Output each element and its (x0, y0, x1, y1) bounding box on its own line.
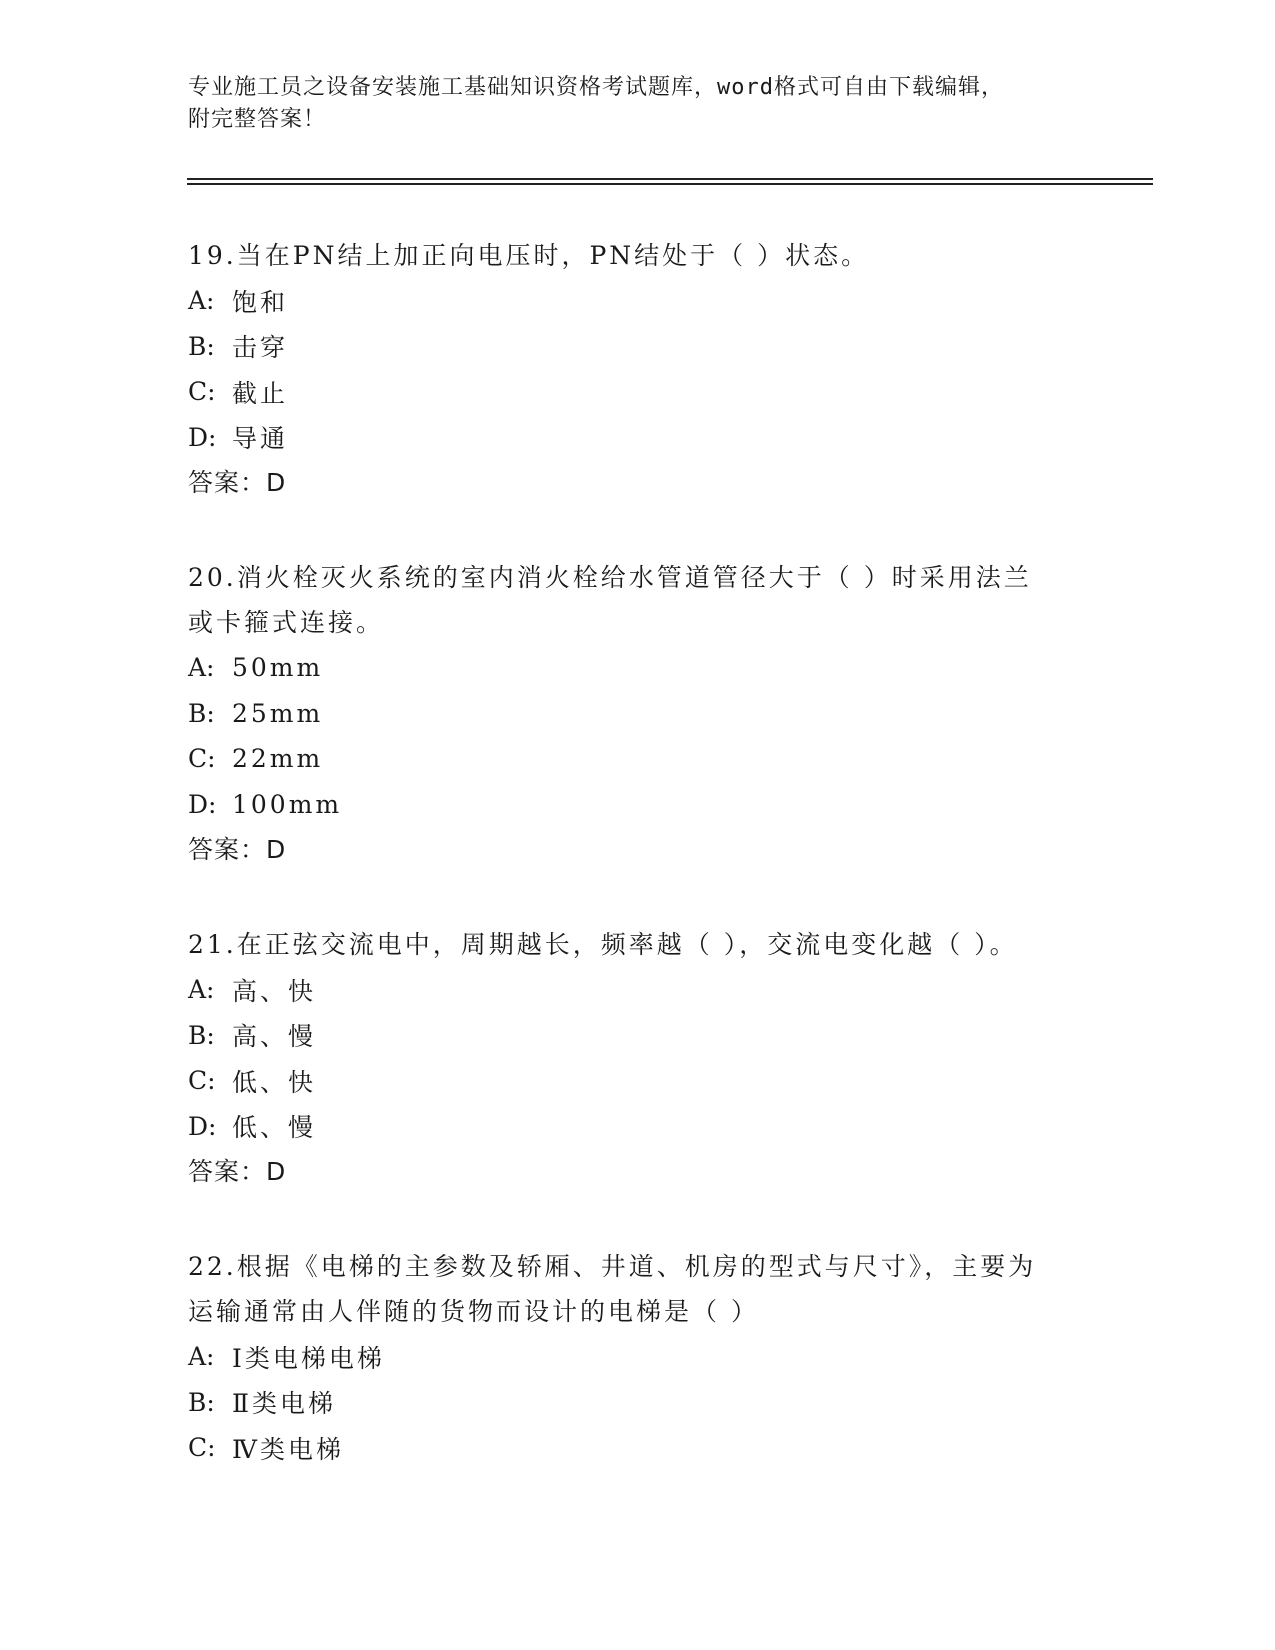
option-letter: B: (188, 698, 215, 728)
question-19 (188, 233, 1088, 505)
stem-line: 运输通常由人伴随的货物而设计的电梯是（ ） (188, 1297, 759, 1326)
header-divider-bottom (187, 183, 1153, 185)
option-letter: D: (188, 422, 217, 452)
question-stem (188, 555, 1088, 645)
option-text: 击穿 (232, 333, 289, 363)
header-line-1: 专业施工员之设备安装施工基础知识资格考试题库，word格式可自由下载编辑， (188, 75, 1004, 100)
question-21 (188, 922, 1088, 1194)
option-a (188, 1334, 1088, 1380)
question-list (188, 233, 1088, 1521)
question-22 (188, 1244, 1088, 1471)
question-stem (188, 1244, 1088, 1334)
document-header (188, 72, 1088, 136)
option-b (188, 324, 1088, 370)
option-text: Ⅳ类电梯 (232, 1434, 344, 1464)
option-text: 饱和 (232, 287, 289, 317)
option-text: Ⅰ类电梯电梯 (232, 1343, 385, 1373)
option-text: 50mm (232, 653, 324, 683)
option-d (188, 782, 1088, 828)
answer-label: 答案：D (188, 1157, 287, 1186)
option-letter: C: (188, 1066, 216, 1096)
stem-line: 19.当在PN结上加正向电压时，PN结处于（ ）状态。 (188, 241, 870, 270)
option-text: 导通 (232, 424, 289, 454)
option-text: 25mm (232, 698, 324, 728)
header-divider-top (187, 178, 1153, 180)
option-text: 高、慢 (232, 1022, 317, 1052)
option-letter: A: (188, 975, 215, 1005)
option-letter: C: (188, 1433, 216, 1463)
option-a (188, 645, 1088, 691)
answer-label: 答案：D (188, 835, 287, 864)
option-letter: C: (188, 377, 216, 407)
option-d (188, 415, 1088, 461)
option-c (188, 1425, 1088, 1471)
option-letter: B: (188, 331, 215, 361)
option-c (188, 369, 1088, 415)
stem-line: 22.根据《电梯的主参数及轿厢、井道、机房的型式与尺寸》，主要为 (188, 1252, 1037, 1281)
option-letter: A: (188, 286, 215, 316)
option-text: 截止 (232, 378, 289, 408)
option-a (188, 967, 1088, 1013)
option-letter: D: (188, 1111, 217, 1141)
option-text: 低、快 (232, 1067, 317, 1097)
option-text: 22mm (232, 744, 324, 774)
option-c (188, 1058, 1088, 1104)
option-b (188, 1380, 1088, 1426)
option-text: 高、快 (232, 976, 317, 1006)
stem-line: 21.在正弦交流电中，周期越长，频率越（ ），交流电变化越（ ）。 (188, 930, 1018, 959)
option-letter: D: (188, 789, 217, 819)
question-20 (188, 555, 1088, 872)
option-a (188, 278, 1088, 324)
header-line-2: 附完整答案！ (188, 107, 327, 132)
option-text: Ⅱ类电梯 (232, 1389, 336, 1419)
stem-line: 20.消火栓灭火系统的室内消火栓给水管道管径大于（ ）时采用法兰 (188, 563, 1032, 592)
option-letter: C: (188, 744, 216, 774)
option-b (188, 691, 1088, 737)
option-letter: B: (188, 1020, 215, 1050)
option-letter: A: (188, 653, 215, 683)
option-c (188, 736, 1088, 782)
option-letter: B: (188, 1387, 215, 1417)
answer-label: 答案：D (188, 468, 287, 497)
option-letter: A: (188, 1342, 215, 1372)
question-stem (188, 922, 1088, 967)
question-stem (188, 233, 1088, 278)
stem-line: 或卡箍式连接。 (188, 608, 385, 637)
option-b (188, 1013, 1088, 1059)
option-text: 低、慢 (232, 1113, 317, 1143)
option-text: 100mm (232, 789, 343, 819)
option-d (188, 1104, 1088, 1150)
